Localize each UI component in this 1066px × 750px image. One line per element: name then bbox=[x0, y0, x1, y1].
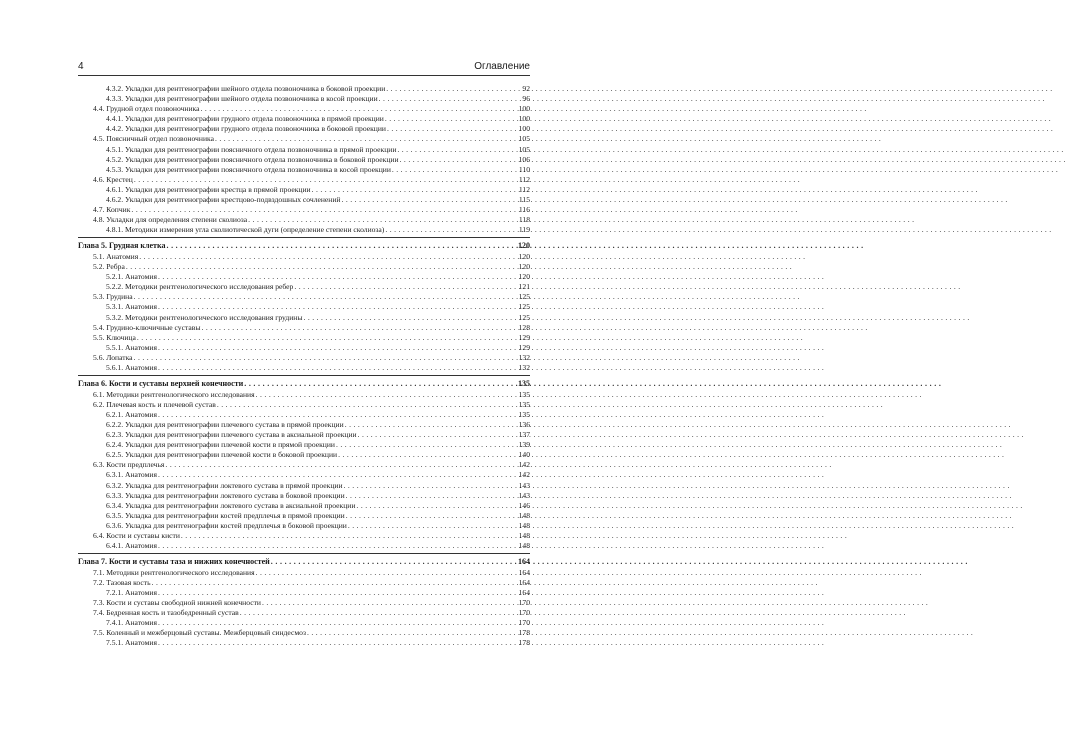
dot-leader bbox=[397, 145, 517, 155]
dot-leader bbox=[201, 104, 518, 114]
toc-entry-title: 4.6.2. Укладки для рентгенографии крестцово-подвздошных сочленений bbox=[106, 195, 341, 205]
toc-entry bbox=[78, 541, 530, 551]
toc-entry bbox=[78, 511, 530, 521]
toc-entry-page: 135 bbox=[518, 378, 530, 388]
toc-entry bbox=[78, 134, 530, 144]
dot-leader bbox=[256, 568, 518, 578]
toc-entry-page: 116 bbox=[518, 205, 530, 215]
dot-leader bbox=[338, 450, 517, 460]
toc-entry bbox=[78, 124, 530, 134]
toc-entry bbox=[78, 262, 530, 272]
toc-entry-page: 96 bbox=[522, 94, 530, 104]
toc-entry-title: 5.2. Ребра bbox=[93, 262, 125, 272]
toc-entry-title: 4.8. Укладки для определения степени сколиоза bbox=[93, 215, 248, 225]
toc-entry-page: 129 bbox=[518, 332, 530, 342]
dot-leader bbox=[158, 363, 518, 373]
toc-entry-title: 6.3.4. Укладка для рентгенографии локтевого сустава в аксиальной проекции bbox=[106, 500, 356, 510]
dot-leader bbox=[312, 185, 518, 195]
toc-entry-title: Глава 5. Грудная клетка bbox=[78, 240, 166, 250]
page-header bbox=[78, 61, 530, 76]
toc-entry bbox=[78, 460, 530, 470]
toc-entry-title: 4.4.1. Укладки для рентгенографии грудного отдела позвоночника в прямой проекции bbox=[106, 114, 384, 124]
toc-entry-page: 148 bbox=[518, 520, 530, 530]
dot-leader bbox=[201, 323, 517, 333]
toc-entry bbox=[78, 638, 530, 648]
toc-entry-title: 7.3. Кости и суставы свободной нижней конечности bbox=[93, 598, 261, 608]
toc-entry-page: 170 bbox=[518, 598, 530, 608]
dot-leader bbox=[152, 578, 518, 588]
toc-entry bbox=[78, 420, 530, 430]
toc-entry bbox=[78, 400, 530, 410]
toc-entry-title: 6.2.3. Укладки для рентгенографии плечевого сустава в аксиальной проекции bbox=[106, 430, 357, 440]
toc-entry bbox=[78, 450, 530, 460]
toc-entry-title: 7.2.1. Анатомия bbox=[106, 588, 157, 597]
toc-entry-title: 6.3.5. Укладка для рентгенографии костей предплечья в прямой проекции bbox=[106, 510, 345, 520]
toc-chapter-entry bbox=[78, 557, 530, 567]
toc-entry-title: 7.4. Бедренная кость и тазобедренный сустав bbox=[93, 608, 239, 618]
toc-entry bbox=[78, 578, 530, 588]
dot-leader bbox=[356, 501, 517, 511]
toc-entry bbox=[78, 185, 530, 195]
toc-entry-title: 6.3.2. Укладка для рентгенографии локтевого сустава в прямой проекции bbox=[106, 480, 343, 490]
toc-entry-page: 136 bbox=[518, 420, 530, 429]
toc-entry bbox=[78, 282, 530, 292]
toc-entry bbox=[78, 608, 530, 618]
toc-entry bbox=[78, 323, 530, 333]
toc-entry-title: 7.5.1. Анатомия bbox=[106, 638, 157, 648]
toc-entry-title: Глава 6. Кости и суставы верхней конечности bbox=[78, 378, 244, 388]
toc-entry bbox=[78, 618, 530, 628]
toc-entry-page: 164 bbox=[518, 556, 530, 566]
dot-leader bbox=[165, 460, 517, 470]
toc-entry-page: 100 bbox=[518, 104, 530, 114]
toc-entry-title: 5.3.2. Методики рентгенологического исследования грудины bbox=[106, 312, 303, 322]
toc-chapter-entry bbox=[78, 379, 530, 389]
toc-entry bbox=[78, 501, 530, 511]
toc-entry-title: 6.3.6. Укладка для рентгенографии костей предплечья в боковой проекции bbox=[106, 520, 347, 530]
toc-entry-title: 6.3.3. Укладка для рентгенографии локтевого сустава в боковой проекции bbox=[106, 490, 345, 500]
dot-leader bbox=[307, 628, 518, 638]
dot-leader bbox=[244, 379, 517, 389]
toc-entry-page: 137 bbox=[518, 430, 530, 440]
dot-leader bbox=[134, 292, 518, 302]
toc-entry-title: 6.4. Кости и суставы кисти bbox=[93, 531, 180, 541]
toc-entry-page: 119 bbox=[518, 225, 530, 235]
toc-entry-title: 6.1. Методики рентгенологического исследования bbox=[93, 389, 255, 399]
toc-entry-page: 135 bbox=[518, 409, 530, 419]
toc-entry-title: 5.5.1. Анатомия bbox=[106, 342, 157, 352]
toc-entry-page: 143 bbox=[518, 490, 530, 500]
toc-entry-page: 170 bbox=[518, 618, 530, 628]
toc-entry-title: 7.1. Методики рентгенологического исследования bbox=[93, 567, 255, 577]
dot-leader bbox=[262, 598, 518, 608]
toc-entry-page: 170 bbox=[518, 608, 530, 618]
dot-leader bbox=[336, 440, 518, 450]
toc-entry-title: 5.3.1. Анатомия bbox=[106, 302, 157, 312]
dot-leader bbox=[158, 470, 518, 480]
toc-entry bbox=[78, 272, 530, 282]
toc-entry-title: 6.2.4. Укладки для рентгенографии плечевой кости в прямой проекции bbox=[106, 440, 335, 450]
dot-leader bbox=[126, 262, 518, 272]
toc-entry-title: 4.3.3. Укладки для рентгенографии шейного отдела позвоночника в косой проекции bbox=[106, 94, 378, 104]
toc-entry-page: 112 bbox=[518, 184, 530, 194]
toc-entry-page: 148 bbox=[518, 510, 530, 520]
toc-entry-title: 6.2.1. Анатомия bbox=[106, 409, 157, 419]
dot-leader bbox=[303, 313, 517, 323]
dot-leader bbox=[158, 302, 518, 312]
toc-entry-page: 118 bbox=[518, 215, 530, 225]
toc-entry bbox=[78, 363, 530, 373]
toc-entry-title: 5.3. Грудина bbox=[93, 292, 133, 302]
toc-entry-page: 120 bbox=[518, 252, 530, 261]
dot-leader bbox=[248, 215, 518, 225]
toc-entry bbox=[78, 568, 530, 578]
dot-leader bbox=[139, 252, 517, 262]
toc-entry-page: 128 bbox=[518, 322, 530, 332]
toc-entry-page: 146 bbox=[518, 500, 530, 510]
toc-entry bbox=[78, 491, 530, 501]
chapter-divider bbox=[78, 375, 530, 376]
toc-entry-page: 115 bbox=[518, 195, 530, 205]
toc-entry-title: 4.8.1. Методики измерения угла сколиотической дуги (определение степени сколиоза) bbox=[106, 225, 385, 235]
dot-leader bbox=[134, 353, 518, 363]
toc-entry bbox=[78, 531, 530, 541]
dot-leader bbox=[345, 420, 518, 430]
toc-entry bbox=[78, 84, 530, 94]
toc-entry-page: 105 bbox=[518, 134, 530, 144]
toc-entry bbox=[78, 175, 530, 185]
dot-leader bbox=[358, 430, 518, 440]
toc-entry-title: 6.2.2. Укладки для рентгенографии плечевого сустава в прямой проекции bbox=[106, 420, 344, 429]
dot-leader bbox=[379, 94, 522, 104]
toc-entry bbox=[78, 205, 530, 215]
toc-entry-page: 132 bbox=[518, 363, 530, 373]
toc-entry-page: 143 bbox=[518, 480, 530, 490]
dot-leader bbox=[344, 481, 518, 491]
toc-entry-title: 6.3.1. Анатомия bbox=[106, 470, 157, 480]
toc-entry bbox=[78, 114, 530, 124]
toc-entry-page: 129 bbox=[518, 342, 530, 352]
dot-leader bbox=[158, 541, 518, 551]
toc-entry bbox=[78, 215, 530, 225]
toc-entry-page: 135 bbox=[518, 389, 530, 399]
toc-entry-page: 120 bbox=[518, 240, 530, 250]
toc-entry-page: 125 bbox=[518, 302, 530, 312]
toc-entry-page: 148 bbox=[518, 541, 530, 551]
dot-leader bbox=[386, 84, 521, 94]
toc-entry bbox=[78, 94, 530, 104]
toc-entry-page: 100 bbox=[518, 124, 530, 134]
dot-leader bbox=[215, 134, 518, 144]
toc-entry bbox=[78, 225, 530, 235]
toc-entry-page: 178 bbox=[518, 638, 530, 648]
toc-entry-page: 92 bbox=[522, 84, 530, 93]
toc-chapter-entry bbox=[78, 241, 530, 251]
toc-entry-title: 6.2. Плечевая кость и плечевой сустав bbox=[93, 399, 216, 409]
dot-leader bbox=[271, 557, 517, 567]
dot-leader bbox=[134, 175, 518, 185]
toc-entry bbox=[78, 333, 530, 343]
dot-leader bbox=[346, 511, 518, 521]
dot-leader bbox=[158, 618, 518, 628]
toc-entry bbox=[78, 302, 530, 312]
toc-entry-title: 7.2. Тазовая кость bbox=[93, 577, 151, 587]
toc-entry-title: 5.4. Грудино-ключичные суставы bbox=[93, 322, 201, 332]
dot-leader bbox=[131, 205, 517, 215]
toc-entry-page: 142 bbox=[518, 470, 530, 480]
toc-entry-page: 110 bbox=[518, 164, 530, 174]
dot-leader bbox=[158, 343, 518, 353]
toc-entry-page: 121 bbox=[518, 282, 530, 292]
toc-entry bbox=[78, 430, 530, 440]
toc-entry bbox=[78, 588, 530, 598]
dot-leader bbox=[385, 114, 518, 124]
toc-entry-title: 4.6. Крестец bbox=[93, 174, 133, 184]
dot-leader bbox=[392, 165, 518, 175]
toc-entry-title: Глава 7. Кости и суставы таза и нижних конечностей bbox=[78, 556, 270, 566]
toc-entry bbox=[78, 155, 530, 165]
toc-entry-page: 164 bbox=[518, 588, 530, 597]
toc-entry-page: 178 bbox=[518, 628, 530, 638]
toc-entry bbox=[78, 292, 530, 302]
toc-entry bbox=[78, 410, 530, 420]
toc-entry bbox=[78, 390, 530, 400]
dot-leader bbox=[256, 390, 518, 400]
toc-entry-page: 120 bbox=[518, 262, 530, 272]
page-number: 4 bbox=[78, 61, 84, 72]
toc-entry-page: 132 bbox=[518, 352, 530, 362]
chapter-divider bbox=[78, 237, 530, 238]
dot-leader bbox=[387, 124, 518, 134]
dot-leader bbox=[294, 282, 517, 292]
toc-entry bbox=[78, 440, 530, 450]
dot-leader bbox=[217, 400, 518, 410]
toc-entry-title: 4.7. Копчик bbox=[93, 205, 131, 215]
toc-entry-page: 135 bbox=[518, 399, 530, 409]
toc-entry bbox=[78, 598, 530, 608]
toc-entry-title: 4.5.1. Укладки для рентгенографии поясничного отдела позвоночника в прямой проекции bbox=[106, 144, 397, 154]
toc-entry bbox=[78, 470, 530, 480]
toc-entry-page: 100 bbox=[518, 114, 530, 124]
toc-entry-page: 125 bbox=[518, 292, 530, 302]
dot-leader bbox=[158, 410, 518, 420]
toc-entry-title: 5.2.1. Анатомия bbox=[106, 272, 157, 282]
toc-entry-page: 106 bbox=[518, 154, 530, 164]
dot-leader bbox=[137, 333, 518, 343]
toc-entry bbox=[78, 481, 530, 491]
toc-entry-page: 164 bbox=[518, 577, 530, 587]
toc-entry bbox=[78, 343, 530, 353]
dot-leader bbox=[346, 491, 518, 501]
toc-entry-page: 125 bbox=[518, 312, 530, 322]
toc-entry-page: 142 bbox=[518, 460, 530, 470]
dot-leader bbox=[181, 531, 518, 541]
dot-leader bbox=[240, 608, 518, 618]
dot-leader bbox=[158, 272, 518, 282]
toc-entry-page: 105 bbox=[518, 144, 530, 154]
toc-entry-title: 4.3.2. Укладки для рентгенографии шейного отдела позвоночника в боковой проекции bbox=[106, 84, 386, 93]
table-of-contents bbox=[78, 84, 530, 649]
toc-entry-title: 4.5.2. Укладки для рентгенографии поясничного отдела позвоночника в боковой проекции bbox=[106, 154, 399, 164]
dot-leader bbox=[341, 195, 517, 205]
toc-entry-title: 7.4.1. Анатомия bbox=[106, 618, 157, 628]
toc-entry bbox=[78, 165, 530, 175]
toc-entry-page: 112 bbox=[518, 174, 530, 184]
toc-entry-title: 5.6.1. Анатомия bbox=[106, 363, 157, 373]
toc-entry bbox=[78, 353, 530, 363]
dot-leader bbox=[158, 638, 518, 648]
toc-entry-page: 164 bbox=[518, 567, 530, 577]
toc-entry-page: 139 bbox=[518, 440, 530, 450]
toc-entry-title: 5.1. Анатомия bbox=[93, 252, 139, 261]
toc-entry-page: 120 bbox=[518, 272, 530, 282]
running-title: Оглавление bbox=[474, 61, 530, 72]
toc-entry bbox=[78, 195, 530, 205]
toc-entry-title: 4.5.3. Укладки для рентгенографии поясничного отдела позвоночника в косой проекции bbox=[106, 164, 391, 174]
dot-leader bbox=[166, 241, 517, 251]
toc-entry-page: 148 bbox=[518, 531, 530, 541]
dot-leader bbox=[158, 588, 518, 598]
toc-entry-title: 4.5. Поясничный отдел позвоночника bbox=[93, 134, 214, 144]
chapter-divider bbox=[78, 553, 530, 554]
toc-entry-title: 4.4.2. Укладки для рентгенографии грудного отдела позвоночника в боковой проекции bbox=[106, 124, 386, 134]
toc-entry-title: 6.2.5. Укладки для рентгенографии плечевой кости в боковой проекции bbox=[106, 450, 338, 460]
toc-entry-title: 4.4. Грудной отдел позвоночника bbox=[93, 104, 200, 114]
toc-entry bbox=[78, 628, 530, 638]
toc-entry-title: 4.6.1. Укладки для рентгенографии крестца в прямой проекции bbox=[106, 184, 311, 194]
toc-entry-title: 6.4.1. Анатомия bbox=[106, 541, 157, 551]
toc-entry-page: 140 bbox=[518, 450, 530, 460]
toc-entry bbox=[78, 521, 530, 531]
toc-entry bbox=[78, 145, 530, 155]
toc-entry bbox=[78, 252, 530, 262]
toc-entry-title: 6.3. Кости предплечья bbox=[93, 460, 165, 470]
toc-entry-title: 5.6. Лопатка bbox=[93, 352, 133, 362]
toc-entry-title: 7.5. Коленный и межберцовый суставы. Межберцовый синдесмоз bbox=[93, 628, 306, 638]
dot-leader bbox=[385, 225, 518, 235]
toc-entry bbox=[78, 313, 530, 323]
dot-leader bbox=[400, 155, 518, 165]
toc-entry bbox=[78, 104, 530, 114]
toc-entry-title: 5.5. Ключица bbox=[93, 332, 136, 342]
toc-entry-title: 5.2.2. Методики рентгенологического исследования ребер bbox=[106, 282, 294, 292]
dot-leader bbox=[348, 521, 518, 531]
